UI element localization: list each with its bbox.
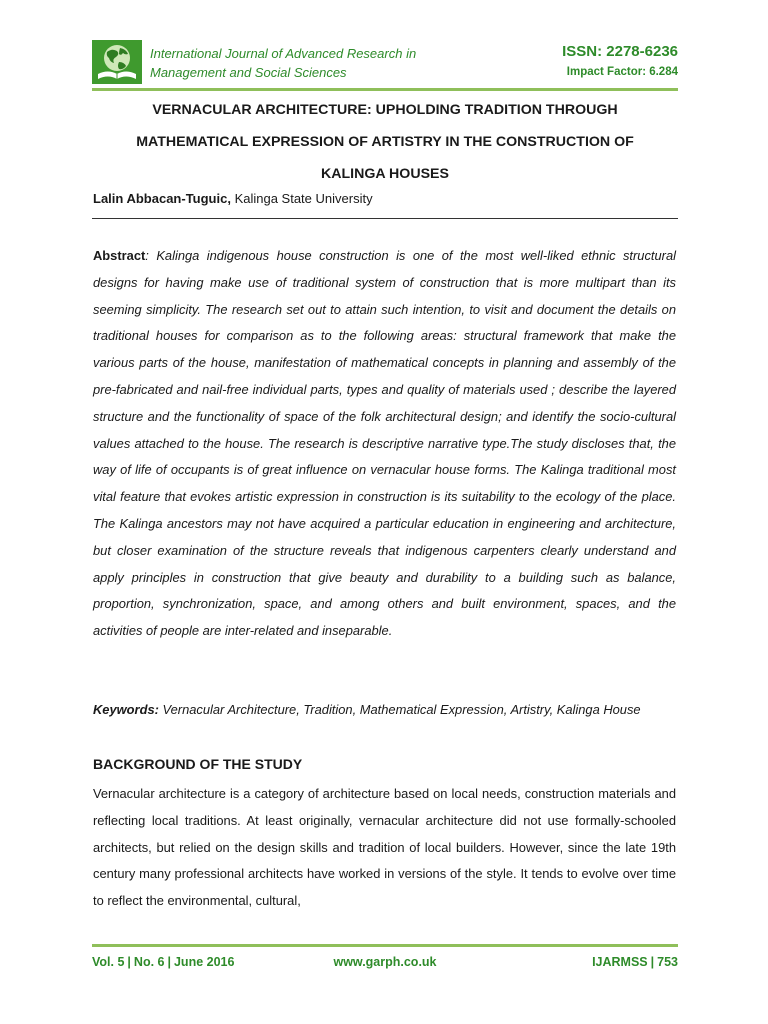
- footer-page-number: 753: [657, 955, 678, 969]
- section-heading: BACKGROUND OF THE STUDY: [93, 756, 303, 772]
- issn: ISSN: 2278-6236: [562, 43, 678, 60]
- keywords-text: Vernacular Architecture, Tradition, Mathematical Expression, Artistry, Kalinga House: [158, 702, 641, 717]
- title-line: MATHEMATICAL EXPRESSION OF ARTISTRY IN THE CONSTRUCTION OF: [136, 134, 634, 150]
- impact-factor: Impact Factor: 6.284: [566, 66, 678, 78]
- author-affiliation: Kalinga State University: [230, 191, 373, 206]
- footer-separator: |: [167, 955, 171, 969]
- footer-page-info: [592, 955, 678, 969]
- title-line: KALINGA HOUSES: [321, 166, 449, 182]
- paper-title: [92, 94, 678, 190]
- abstract: [93, 243, 676, 645]
- background-paragraph: Vernacular architecture is a category of architecture based on local needs, construction materials and reflecting local traditions. At least originally, vernacular architecture did not use formally-schooled architects, but relied on the design skills and tradition of local builders. However, since the late 19th century many professional architects have worked in versions of the style. It tends to evolve over time to reflect the environmental, cultural,: [93, 786, 676, 909]
- keywords: [93, 697, 676, 724]
- footer-volume: Vol. 5: [92, 955, 125, 969]
- footer-journal-abbr: IJARMSS: [592, 955, 648, 969]
- page-footer: [92, 955, 678, 975]
- journal-name-line2: Management and Social Sciences: [150, 65, 347, 80]
- keywords-label: Keywords:: [93, 702, 159, 717]
- abstract-text: Kalinga indigenous house construction is one of the most well-liked ethnic structural designs for having make use of traditional system of construction that is more multipart than its seeming simplicity. The research set out to attain such intention, to visit and document the details on traditional houses for comparison as to the following areas: structural framework that make the various parts of the house, manifestation of mathematical concepts in planning and assembly of the pre-fabricated and nail-free individual parts, types and quality of materials used ; describe the layered structure and the functionality of space of the folk architectural design; and identify the socio-cultural values attached to the house. The research is descriptive narrative type.The study discloses that, the way of life of occupants is of great influence on vernacular house forms. The Kalinga traditional most vital feature that evokes artistic expression in construction is its suitability to the ecology of the place. The Kalinga ancestors may not have acquired a particular education in engineering and architecture, but closer examination of the structure reveals that indigenous carpenters clearly understand and apply principles in construction that give beauty and durability to a building such as balance, proportion, synchronization, space, and among others and built environment, spaces, and the activities of people are inter-related and inseparable.: [93, 248, 676, 639]
- header-divider: [92, 88, 678, 91]
- footer-separator: |: [127, 955, 131, 969]
- journal-name: [150, 44, 416, 82]
- footer-separator: |: [650, 955, 655, 969]
- journal-name-line1: International Journal of Advanced Research in: [150, 46, 417, 61]
- footer-url[interactable]: www.garph.co.uk: [333, 955, 437, 969]
- globe-book-logo: [92, 40, 142, 84]
- footer-date: June 2016: [173, 955, 235, 969]
- author-line: [93, 191, 373, 206]
- footer-number: No. 6: [133, 955, 165, 969]
- author-divider: [92, 218, 678, 219]
- abstract-label: Abstract: [93, 248, 146, 263]
- abstract-colon: :: [145, 248, 149, 263]
- footer-divider: [92, 944, 678, 947]
- journal-header: [92, 38, 678, 84]
- author-name: Lalin Abbacan-Tuguic,: [93, 191, 231, 206]
- title-line: VERNACULAR ARCHITECTURE: UPHOLDING TRADITION THROUGH: [152, 102, 618, 118]
